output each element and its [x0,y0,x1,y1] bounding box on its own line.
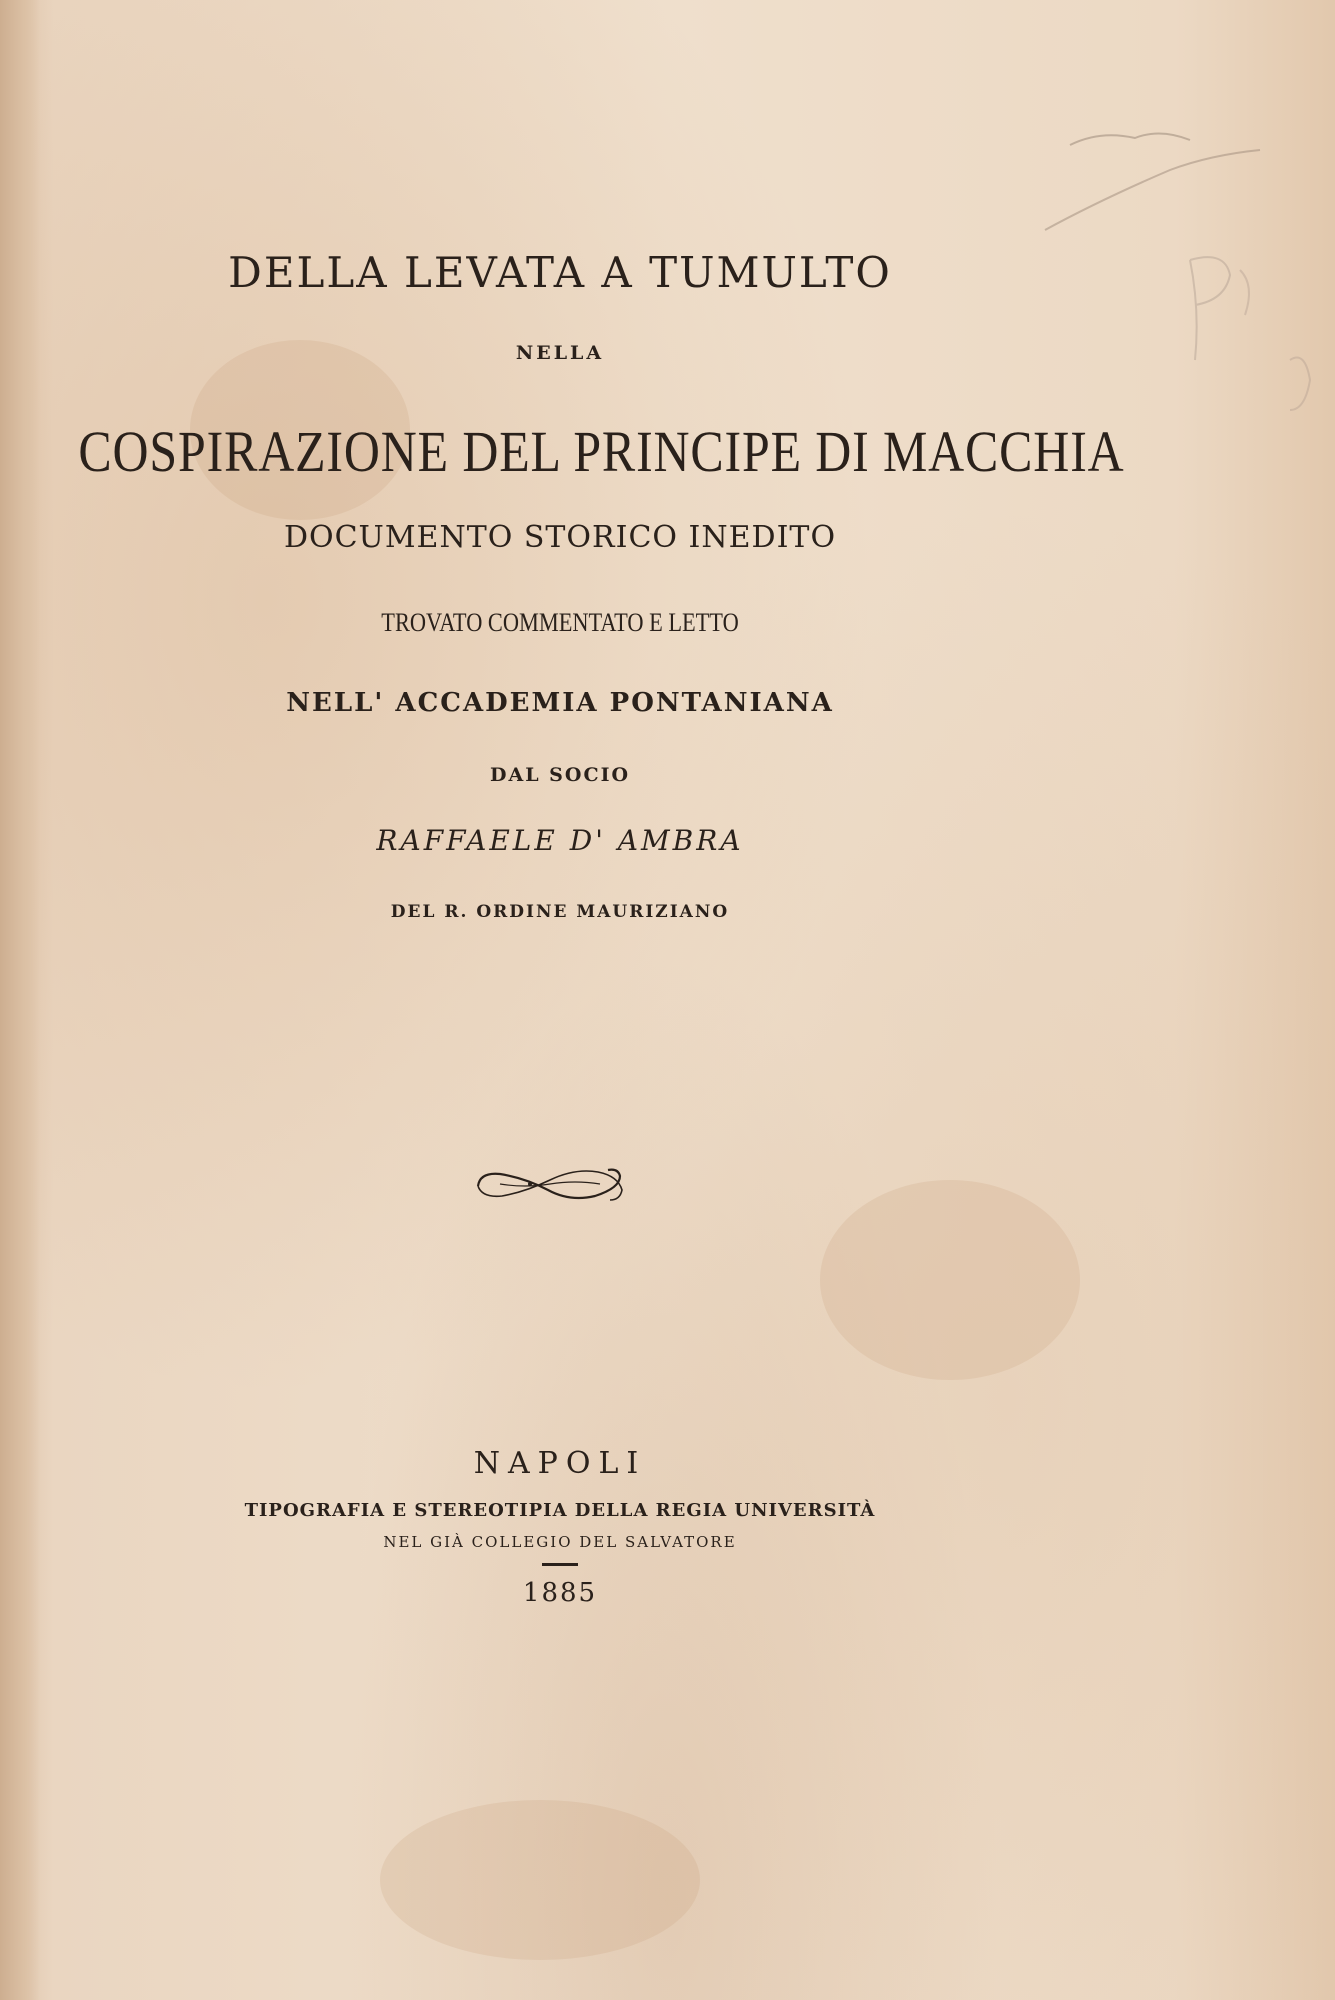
worn-left-edge [0,0,40,2000]
imprint-location: NEL GIÀ COLLEGIO DEL SALVATORE [383,1533,737,1551]
description-line: TROVATO COMMENTATO E LETTO [381,608,739,637]
imprint-year: 1885 [522,1578,598,1608]
title-line-2: COSPIRAZIONE DEL PRINCIPE DI MACCHIA [78,419,1125,484]
foxing-stain [820,1180,1080,1380]
author-name: RAFFAELE D' AMBRA [376,824,744,857]
subtitle: DOCUMENTO STORICO INEDITO [283,520,837,555]
title-connector: NELLA [515,342,605,364]
imprint-city: NAPOLI [473,1446,647,1481]
flourish-ornament-icon [470,1160,630,1208]
by-line: DAL SOCIO [489,764,631,786]
title-line-1: DELLA LEVATA A TUMULTO [228,248,892,297]
institution-line: NELL' ACCADEMIA PONTANIANA [286,688,834,718]
imprint-printer: TIPOGRAFIA E STEREOTIPIA DELLA REGIA UNIVERSITÀ [244,1500,876,1521]
author-title: DEL R. ORDINE MAURIZIANO [390,902,730,922]
foxing-stain [380,1800,700,1960]
imprint-rule [542,1563,578,1566]
